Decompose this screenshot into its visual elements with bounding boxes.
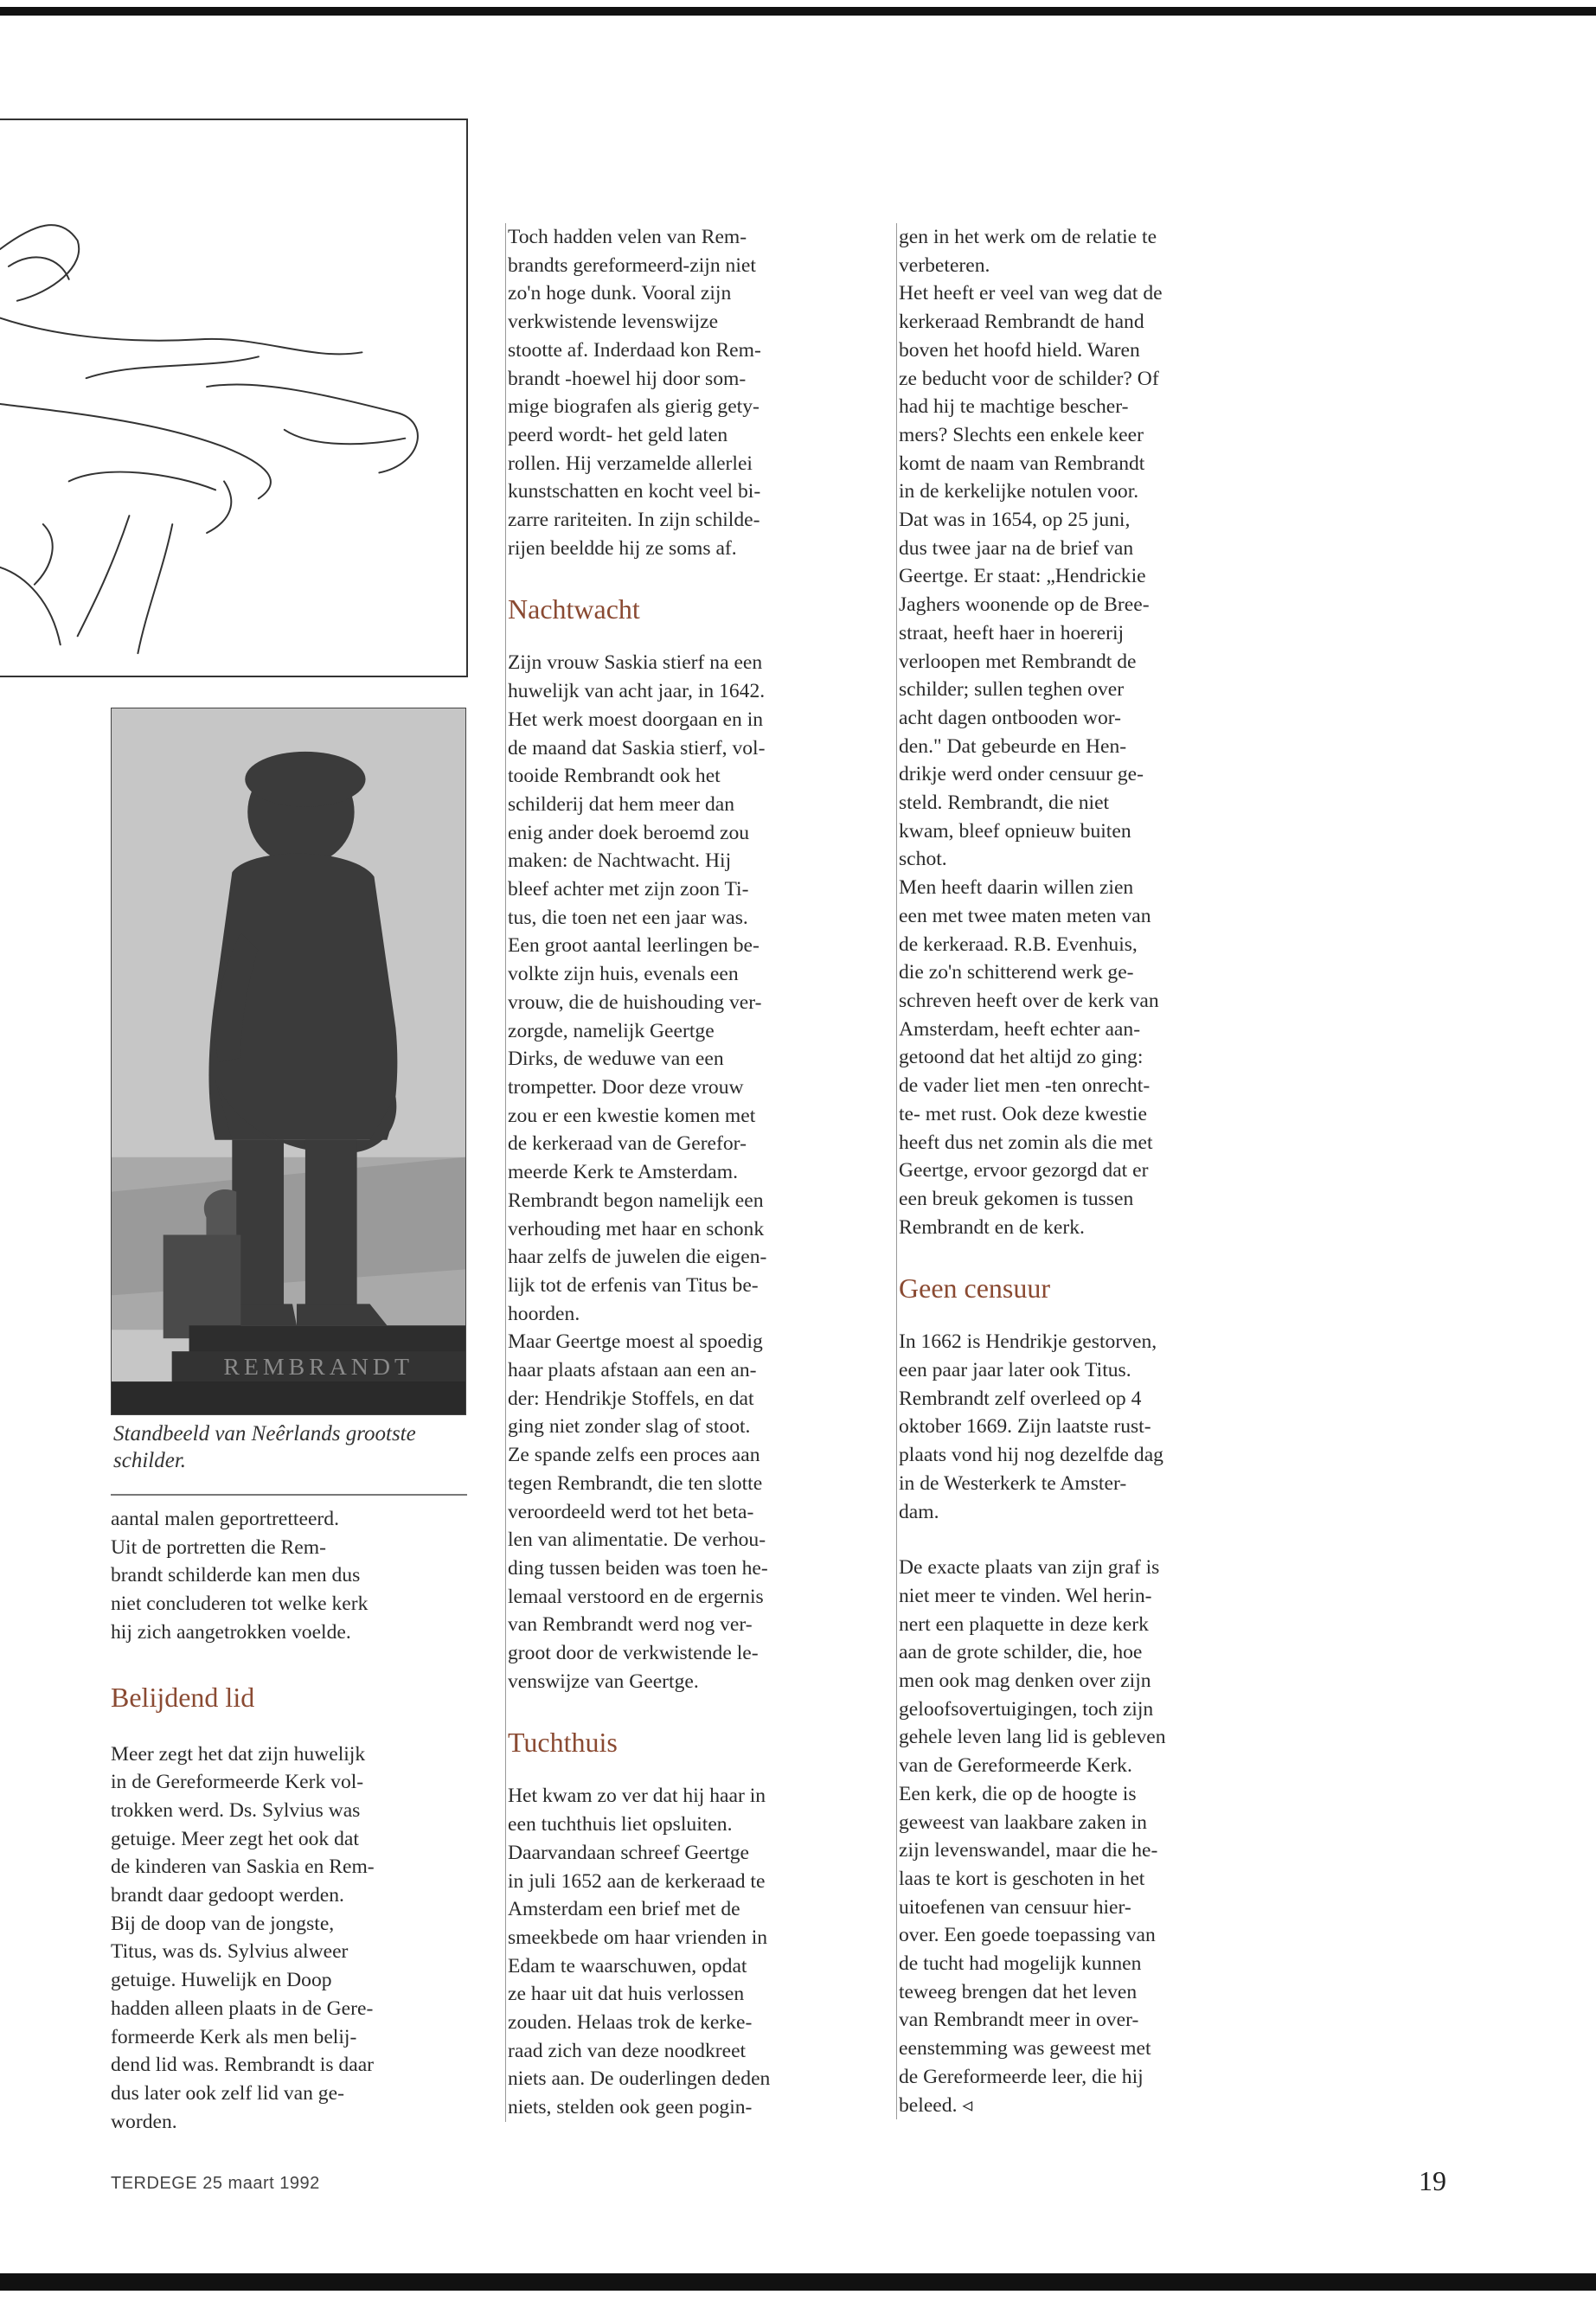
statue-photo xyxy=(111,708,466,1415)
col3-paragraph-3: De exacte plaats van zijn graf is niet meer te vinden. Wel herin- nert een plaquette in deze kerk aan de grote schilder, die, hoe men ook mag denken over zijn geloofsovertuigingen, toch zijn gehele leven lang lid is gebleven van de Gereformeerde Kerk. Een kerk, die op de hoogte is geweest van laakbare zaken in zijn levenswandel, maar die he- laas te kort is geschoten in het uitoefenen van censuur hier- over. Een goede toepassing van de tucht had mogelijk kunnen teweeg brengen dat het leven van Rembrandt meer in over- eenstemming was geweest met de Gereformeerde leer, die hij beleed. ◃ xyxy=(899,1556,1166,2117)
top-border-rule xyxy=(0,7,1596,16)
caption-divider xyxy=(111,1494,467,1496)
col2-paragraph-3: Het kwam zo ver dat hij haar in een tuchthuis liet opsluiten. Daarvandaan schreef Geertge in juli 1652 aan de kerkeraad te Amsterdam een brief met de smeekbede om haar vrienden in Edam te waarschuwen, opdat ze haar uit dat huis verlossen zouden. Helaas trok de kerke- raad zich van deze noodkreet niets aan. De ouderlingen deden niets, stelden ook geen pogin- xyxy=(508,1785,771,2119)
heading-tuchthuis: Tuchthuis xyxy=(508,1727,618,1759)
col1-paragraph-2: Meer zegt het dat zijn huwelijk in de Gereformeerde Kerk vol- trokken werd. Ds. Sylvius was getuige. Meer zegt het ook dat de kinderen van Saskia en Rem- brandt daar gedoopt werden. Bij de doop van de jongste, Titus, was ds. Sylvius alweer getuige. Huwelijk en Doop hadden alleen plaats in de Gere- formeerde Kerk als men belij- dend lid was. Rembrandt is daar dus later ook zelf lid van ge- worden. xyxy=(111,1742,375,2133)
photo-caption: Standbeeld van Neêrlands grootste schilder. xyxy=(113,1422,416,1472)
heading-nachtwacht: Nachtwacht xyxy=(508,593,640,625)
heading-belijdend-lid: Belijdend lid xyxy=(111,1681,255,1713)
column-1 xyxy=(111,1505,474,2136)
footer-publication-date: TERDEGE 25 maart 1992 xyxy=(111,2174,320,2193)
bottom-border-rule xyxy=(0,2273,1596,2291)
statue-plinth-inscription: REMBRANDT xyxy=(223,1354,413,1381)
sketch-illustration xyxy=(0,119,468,677)
rembrandt-statue-image xyxy=(112,708,465,1414)
column-2 xyxy=(505,223,869,2122)
column-3 xyxy=(896,223,1260,2119)
heading-geen-censuur: Geen censuur xyxy=(899,1272,1051,1304)
col2-paragraph-1: Toch hadden velen van Rem- brandts gereformeerd-zijn niet zo'n hoge dunk. Vooral zijn verkwistende levenswijze stootte af. Inderdaad kon Rem- brandt -hoewel hij door som- mige biografen als gierig gety- peerd wordt- het geld laten rollen. Hij verzamelde allerlei kunstschatten en kocht veel bi- zarre rariteiten. In zijn schilde- rijen beeldde hij ze soms af. xyxy=(508,226,761,560)
page-number: 19 xyxy=(1419,2165,1446,2196)
col3-paragraph-1: gen in het werk om de relatie te verbeteren. Het heeft er veel van weg dat de kerkeraad Rembrandt de hand boven het hoofd hield. Waren ze beducht voor de schilder? Of had hij te machtige bescher- mers? Slechts een enkele keer komt de naam van Rembrandt in de kerkelijke notulen voor. Dat was in 1654, op 25 juni, dus twee jaar na de brief van Geertge. Er staat: „Hendrickie Jaghers woonende op de Bree- straat, heeft haer in hoererij verloopen met Rembrandt de schilder; sullen teghen over acht dagen ontbooden wor- den." Dat gebeurde en Hen- drikje werd onder censuur ge- steld. Rembrandt, die niet kwam, bleef opnieuw buiten schot. Men heeft daarin willen zien een met twee maten meten van de kerkeraad. R.B. Evenhuis, die zo'n schitterend werk ge- schreven heeft over de kerk van Amsterdam, heeft echter aan- getoond dat het altijd zo ging: de vader liet men -ten onrecht- te- met rust. Ook deze kwestie heeft dus net zomin als die met Geertge, ervoor gezorgd dat er een breuk gekomen is tussen Rembrandt en de kerk. xyxy=(899,226,1163,1239)
col1-paragraph-1: aantal malen geportretteerd. Uit de portretten die Rem- brandt schilderde kan men dus niet concluderen tot welke kerk hij zich aangetrokken voelde. xyxy=(111,1508,369,1644)
col3-paragraph-2: In 1662 is Hendrikje gestorven, een paar jaar later ook Titus. Rembrandt zelf overleed op 4 oktober 1669. Zijn laatste rust- plaats vond hij nog dezelfde dag in de Westerkerk te Amster- dam. xyxy=(899,1330,1163,1523)
sketch-drawing xyxy=(0,120,466,676)
col2-paragraph-2: Zijn vrouw Saskia stierf na een huwelijk van acht jaar, in 1642. Het werk moest doorgaan en in de maand dat Saskia stierf, vol- tooide Rembrandt ook het schilderij dat hem meer dan enig ander doek beroemd zou maken: de Nachtwacht. Hij bleef achter met zijn zoon Ti- tus, die toen net een jaar was. Een groot aantal leerlingen be- volkte zijn huis, evenals een vrouw, die de huishouding ver- zorgde, namelijk Geertge Dirks, de weduwe van een trompetter. Door deze vrouw zou er een kwestie komen met de kerkeraad van de Gerefor- meerde Kerk te Amsterdam. Rembrandt begon namelijk een verhouding met haar en schonk haar zelfs de juwelen die eigen- lijk tot de erfenis van Titus be- hoorden. Maar Geertge moest al spoedig haar plaats afstaan aan een an- der: Hendrikje Stoffels, en dat ging niet zonder slag of stoot. Ze spande zelfs een proces aan tegen Rembrandt, die ten slotte veroordeeld werd tot het beta- len van alimentatie. De verhou- ding tussen beiden was toen he- lemaal verstoord en de ergernis van Rembrandt werd nog ver- groot door de verkwistende le- venswijze van Geertge. xyxy=(508,651,768,1693)
